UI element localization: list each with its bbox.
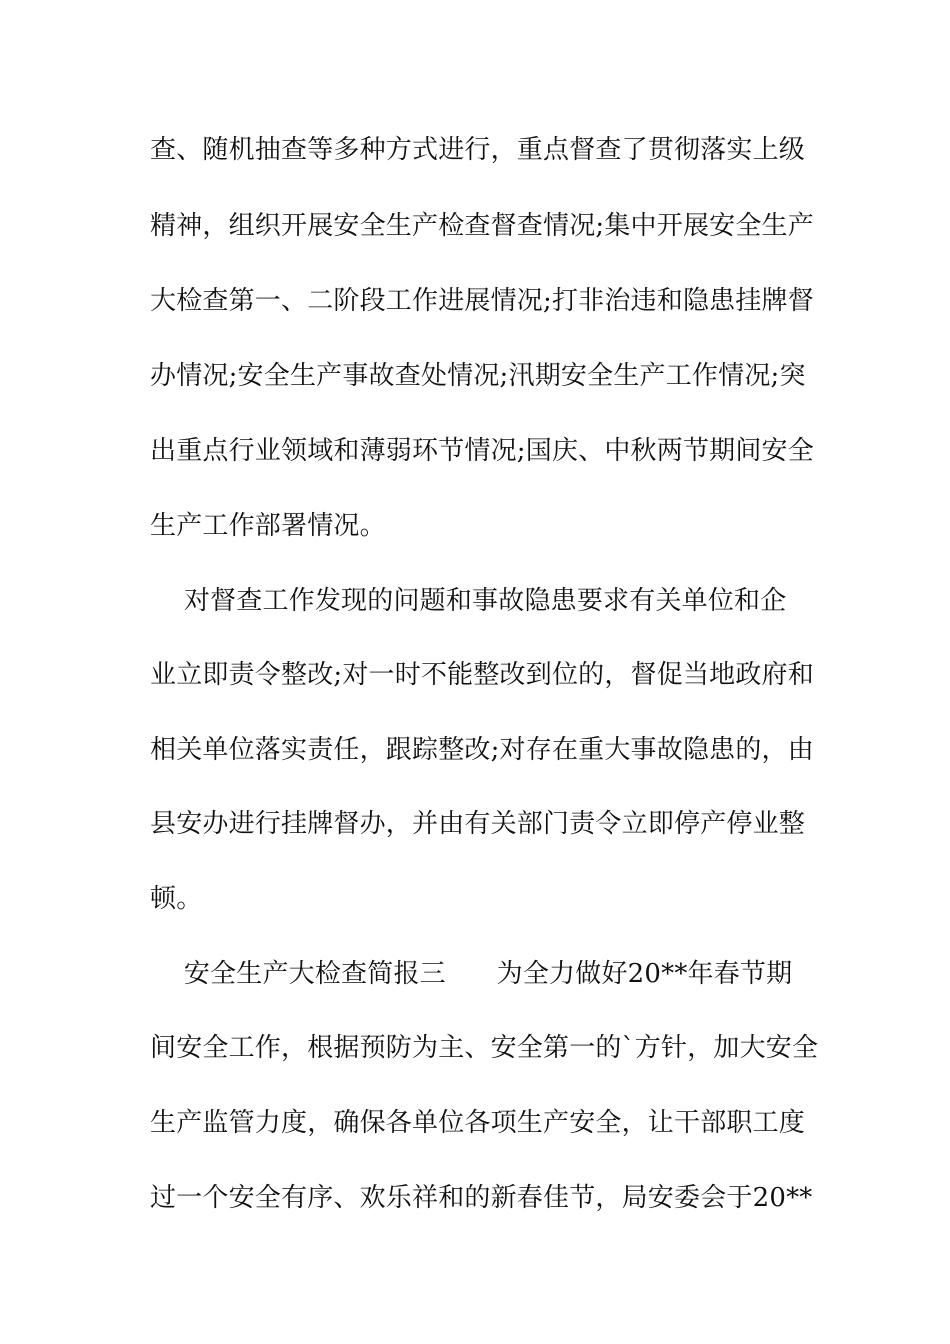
text-line: 精神，组织开展安全生产检查督查情况;集中开展安全生产: [150, 211, 814, 241]
text-line: 查、随机抽查等多种方式进行，重点督查了贯彻落实上级: [150, 135, 806, 165]
text-line: 顿。: [150, 884, 203, 914]
text-line: 间安全工作，根据预防为主、安全第一的`方针，加大安全: [150, 1033, 819, 1063]
text-line: 办情况;安全生产事故查处情况;汛期安全生产工作情况;突: [150, 361, 806, 391]
paragraph-first-line: 对督查工作发现的问题和事故隐患要求有关单位和企: [150, 586, 787, 616]
text-line: 出重点行业领域和薄弱环节情况;国庆、中秋两节期间安全: [150, 436, 814, 466]
text-line: 县安办进行挂牌督办，并由有关部门责令立即停产停业整: [150, 809, 806, 839]
text-line: 生产工作部署情况。: [150, 511, 386, 541]
text-line: 业立即责令整改;对一时不能整改到位的，督促当地政府和: [150, 660, 814, 690]
text-line: 相关单位落实责任，跟踪整改;对存在重大事故隐患的，由: [150, 735, 814, 765]
text-line: 过一个安全有序、欢乐祥和的新春佳节，局安委会于20**: [150, 1183, 813, 1213]
paragraph-first-line: 安全生产大检查简报三 为全力做好20**年春节期: [150, 959, 793, 989]
text-line: 大检查第一、二阶段工作进展情况;打非治违和隐患挂牌督: [150, 286, 814, 316]
text-line: 生产监管力度，确保各单位各项生产安全，让干部职工度: [150, 1108, 806, 1138]
